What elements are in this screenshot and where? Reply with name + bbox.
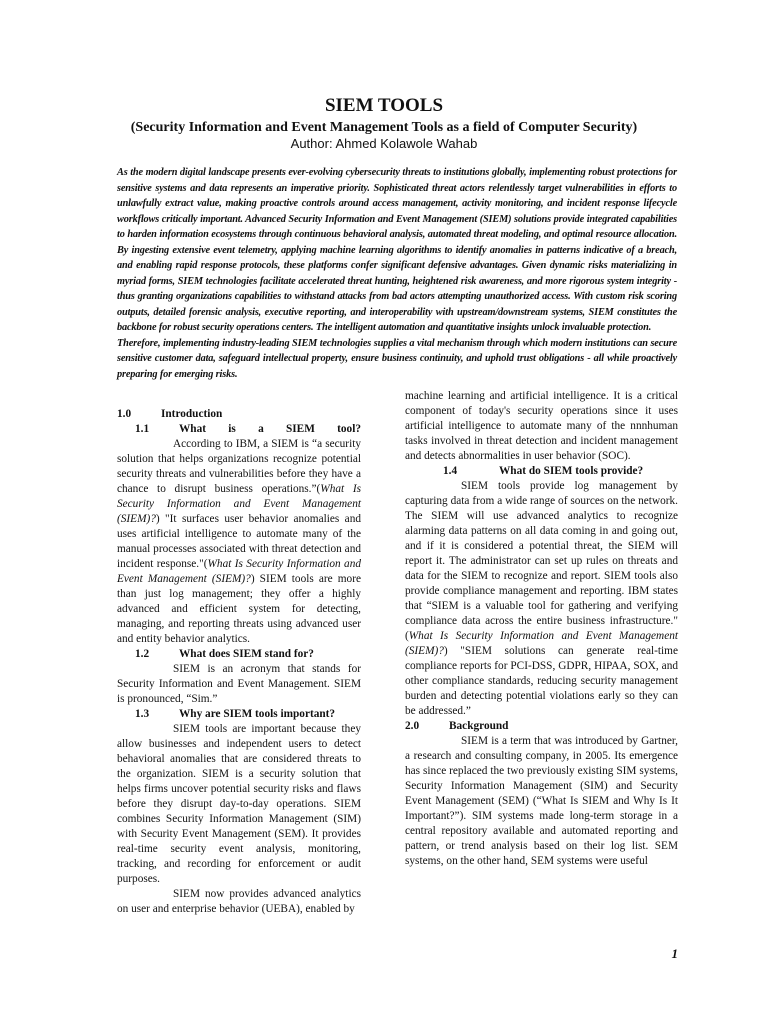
- left-column: [117, 407, 361, 917]
- page-number: 1: [671, 946, 678, 961]
- abstract-paragraph-2: Therefore, implementing industry-leading SIEM technologies supplies a vital mechanism through which modern institutions can secure sensitive customer data, safeguard intellectual property, ensure business continuity, and uphold trust obligations - all while proactively preparing for emerging risks.: [117, 337, 677, 380]
- section-number: 2.0: [405, 720, 420, 732]
- subsection-heading-1-3: [117, 707, 361, 722]
- abstract-paragraph-1: As the modern digital landscape presents ever-evolving cybersecurity threats to institutions globally, implementing robust protections for sensitive systems and data represents an imperative priority. Sophisticated threat actors relentlessly target vulnerabilities in efforts to unlawfully extract value, making proactive controls around access management, activity monitoring, and incident response lifecycle workflows critically important. Advanced Security Information and Event Management (SIEM) solutions provide integrated capabilities to harden information ecosystems through continuous behavioral analysis, automated threat modeling, and optimal resource allocation. By ingesting extensive event telemetry, applying machine learning algorithms to identify anomalies in patterns indicative of a breach, and enabling rapid response protocols, these platforms confer significant defensive advantages. Given dynamic risks materializing in myriad forms, SIEM technologies facilitate accelerated threat hunting, heightened risk awareness, and more rigorous system integrity - thus granting organizations capabilities to withstand attacks from bad actors attempting unauthorized access. With custom risk scoring outputs, detailed forensic analysis, executive reporting, and interoperability with upstream/downstream systems, SIEM constitutes the backbone for robust security operations centers. The intelligent automation and quantitative insights unlock invaluable protection.: [117, 167, 677, 333]
- citation: What Is Security Information and Event Management (SIEM)?: [405, 630, 678, 657]
- text-run: According to IBM, a SIEM is “a security solution that helps organizations recognize potential security threats and vulnerabilities before they have a chance to disrupt business operations.”(: [117, 438, 361, 495]
- section-heading-introduction: [117, 407, 361, 422]
- text-run: SIEM tools provide log management by capturing data from a wide range of sources on the network. The SIEM will use advanced analytics to recognize alarming data patterns on all data coming in and going out, and if it is considered a potential threat, the SIEM will report it. The administrator can set up rules on threats and data for the SIEM to recognize and report. SIEM tools also provide compliance management and reporting. IBM states that “SIEM is a valuable tool for gathering and verifying compliance data across the entire business infrastructure."(: [405, 480, 678, 642]
- text-run: ) SIEM tools are more than just log management; they offer a highly advanced and efficient system for detecting, managing, and reporting threats using advanced user and entity behavior analytics.: [117, 573, 361, 645]
- paragraph-2-0: SIEM is a term that was introduced by Gartner, a research and consulting company, in 2005. Its emergence has since replaced the two previously existing SIM systems, Security Information Management (SIM) and Security Event Management (SEM) (“What Is SIEM and Why Is It Important?”). SIM systems made long-term storage in a central repository available and automated reporting and pattern, or trend analysis based on their log list. SEM systems, on the other hand, SEM systems were useful: [405, 735, 678, 867]
- subsection-number: 1.2: [135, 648, 150, 660]
- subsection-title: What does SIEM stand for?: [179, 648, 314, 660]
- text-run: ) "It surfaces user behavior anomalies and uses artificial intelligence to automate many of the manual processes associated with threat detection and incident response."(: [117, 513, 361, 570]
- subsection-title: What is a SIEM tool?: [179, 423, 361, 435]
- text-run: ) "SIEM solutions can generate real-time compliance reports for PCI-DSS, GDPR, HIPAA, SOX, and other compliance standards, reducing security management burden and detecting potential violations early so they can be addressed.”: [405, 645, 678, 717]
- paragraph-1-2: SIEM is an acronym that stands for Security Information and Event Management. SIEM is pronounced, “Sim.”: [117, 663, 361, 705]
- paragraph-1-3: SIEM tools are important because they allow businesses and independent users to detect behavioral anomalies that are considered threats to the organization. SIEM is a security solution that helps firms uncover potential security risks and flaws before they disrupt day-to-day operations. SIEM combines Security Information Management (SIM) with Security Event Management (SEM). It provides real-time security event analysis, monitoring, tracking, and recording for enforcement or audit purposes.: [117, 723, 361, 885]
- subsection-title: Why are SIEM tools important?: [179, 708, 336, 720]
- subsection-number: 1.3: [135, 708, 150, 720]
- paper-subtitle: (Security Information and Event Management Tools as a field of Computer Security): [130, 120, 638, 135]
- paragraph-1-4: [405, 479, 678, 719]
- section-title: Introduction: [161, 408, 223, 420]
- section-heading-background: [405, 719, 678, 734]
- section-title: Background: [449, 720, 509, 732]
- abstract: [117, 165, 677, 382]
- subsection-number: 1.1: [135, 423, 150, 435]
- citation: What Is Security Information and Event Management (SIEM)?: [117, 483, 361, 525]
- right-column: [405, 389, 678, 869]
- paragraph-1-3b: SIEM now provides advanced analytics on user and enterprise behavior (UEBA), enabled by: [117, 888, 361, 915]
- paragraph-continued: machine learning and artificial intelligence. It is a critical component of today's security operations since it uses artificial intelligence to automate many of the nnnhuman tasks involved in threat detection and incident management and detects abnormalities in user behavior (SOC).: [405, 390, 678, 462]
- subsection-heading-1-2: [117, 647, 361, 662]
- subsection-heading-1-4: [405, 464, 678, 479]
- section-number: 1.0: [117, 408, 132, 420]
- author-line: Author: Ahmed Kolawole Wahab: [290, 136, 478, 151]
- subsection-number: 1.4: [443, 465, 458, 477]
- subsection-title: What do SIEM tools provide?: [499, 465, 644, 477]
- paragraph-1-1: [117, 437, 361, 647]
- citation: What Is Security Information and Event Management (SIEM)?: [117, 558, 361, 585]
- paper-title: SIEM TOOLS: [324, 95, 444, 116]
- subsection-heading-1-1: [117, 422, 361, 437]
